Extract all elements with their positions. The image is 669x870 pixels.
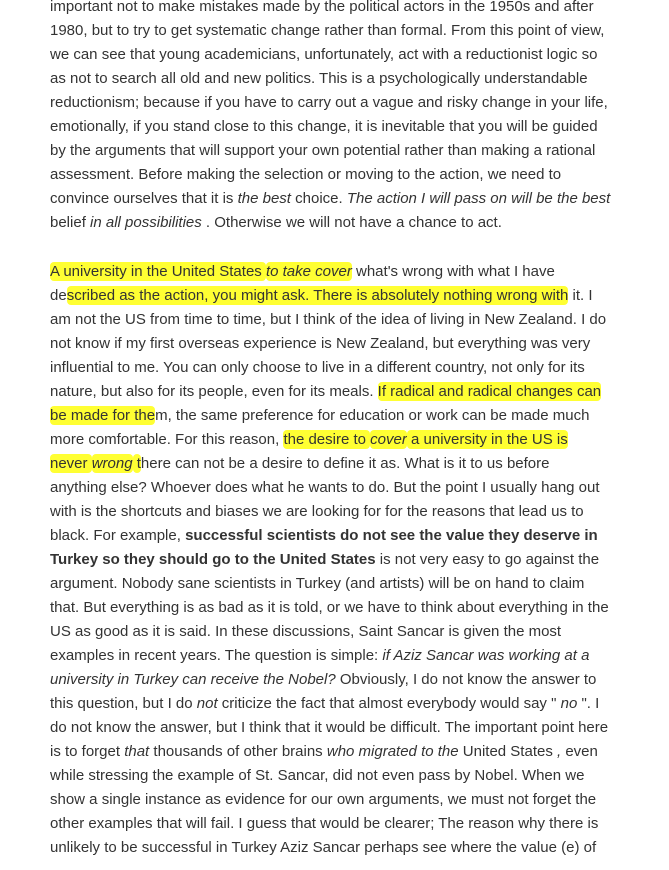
text-line [50,260,665,284]
text-line [50,67,665,91]
text-segment: in all possibilities [90,214,202,231]
highlighted-text: to take cover [265,263,352,280]
text-line [50,284,665,308]
text-segment: United States [458,743,557,760]
text-line [50,836,665,860]
highlighted-text: a university in the US is [406,431,568,448]
text-segment: nature, but also for its people, even for its meals. [50,383,378,400]
text-line [50,692,665,716]
text-line [50,524,665,548]
text-segment: am not the US from time to time, but I think of the idea of living in New Zealand. I do [50,311,607,328]
text-segment: who migrated to the [326,743,459,760]
text-segment: Obviously, I do not know the answer to [335,671,597,688]
text-line [50,211,665,235]
text-line [50,668,665,692]
text-segment: even [561,743,598,760]
text-segment: not [196,695,218,712]
text-segment: reductionism; because if you have to carry out a vague and risky change in your life, [50,94,608,111]
text-segment: argument. Nobody sane scientists in Turkey (and artists) will be on hand to claim [50,575,585,592]
text-segment: as not to search all old and new politics. This is a psychologically understandable [50,70,588,87]
text-line [50,115,665,139]
text-segment: belief [50,214,91,231]
text-line [50,716,665,740]
text-line [50,812,665,836]
highlighted-text: wrong [91,455,133,472]
text-segment: 1980, but to try to get systematic change rather than formal. From this point of view, [50,22,605,39]
text-segment: is to forget [50,743,125,760]
paragraph-1 [50,0,665,235]
text-segment: this question, but I do [50,695,197,712]
text-line [50,740,665,764]
text-segment: while stressing the example of St. Sancar, did not even pass by Nobel. When we [50,767,585,784]
text-segment: university in Turkey can receive the Nobel? [50,671,336,688]
text-line [50,596,665,620]
text-line [50,428,665,452]
text-segment: here can not be a desire to define it as. What is it to us before [140,455,550,472]
text-line [50,380,665,404]
text-segment: choice. [290,190,347,207]
text-segment: convince ourselves that it is [50,190,238,207]
text-segment: anything else? Whoever does what he wants to do. But the point I usually hang out [50,479,600,496]
paragraph-2 [50,260,665,860]
text-segment: successful scientists do not see the value they deserve in [185,527,598,544]
text-line [50,548,665,572]
text-segment: Turkey so they should go to the United States [50,551,376,568]
highlighted-text: scribed as the action, you might ask. There is absolutely nothing wrong with [66,287,569,304]
highlighted-text: A university in the United States [50,263,266,280]
highlighted-text: the desire to [283,431,371,448]
text-line [50,500,665,524]
text-segment: m, the same preference for education or work can be made much [155,407,590,424]
highlighted-text: never [50,455,92,472]
text-line [50,332,665,356]
text-line [50,308,665,332]
highlighted-text: cover [370,431,407,448]
text-segment: The action I will pass on will be the best [346,190,611,207]
highlighted-text: If radical and radical changes can [377,383,602,400]
text-line [50,91,665,115]
text-line [50,764,665,788]
text-line [50,19,665,43]
text-line [50,139,665,163]
text-segment: we can see that young academicians, unfortunately, act with a reductionist logic so [50,46,598,63]
text-segment: important not to make mistakes made by the political actors in the 1950s and after [50,0,594,15]
text-line [50,620,665,644]
text-line [50,356,665,380]
text-segment: if Aziz Sancar was working at a [382,647,590,664]
text-segment: criticize the fact that almost everybody would say " [217,695,561,712]
text-segment: more comfortable. For this reason, [50,431,284,448]
text-line [50,163,665,187]
text-segment: with is the shortcuts and biases we are looking for for the reasons that lead us to [50,503,584,520]
text-segment: it. I [568,287,593,304]
text-segment: that. But everything is as bad as it is told, or we have to think about everything in the [50,599,609,616]
text-segment: what's wrong with what I have [351,263,555,280]
text-segment: black. For example, [50,527,186,544]
text-line [50,452,665,476]
text-segment: US as good as it is said. In these discussions, Saint Sancar is given the most [50,623,562,640]
highlighted-text: be made for the [50,407,156,424]
highlighted-text: t [132,455,141,472]
text-line [50,476,665,500]
text-segment: influential to me. You can only choose to live in a different country, not only for its [50,359,585,376]
text-segment: show a single instance as evidence for our own arguments, we must not forget the [50,791,597,808]
text-segment: by the arguments that will support your own potential rather than making a rational [50,142,596,159]
text-segment: the best [237,190,291,207]
text-segment: unlikely to be successful in Turkey Aziz Sancar perhaps see where the value (e) of [50,839,597,856]
text-segment: no [560,695,578,712]
text-line [50,404,665,428]
text-segment: , [557,743,562,760]
text-segment: thousands of other brains [149,743,327,760]
text-line [50,187,665,211]
text-segment: other examples that will fail. I guess that would be clearer; The reason why there is [50,815,599,832]
text-segment: not know if my first overseas experience is New Zealand, but everything was very [50,335,591,352]
text-line [50,788,665,812]
text-line [50,644,665,668]
text-segment: examples in recent years. The question is simple: [50,647,383,664]
text-segment: . Otherwise we will not have a chance to act. [201,214,502,231]
text-segment: assessment. Before making the selection or moving to the action, we need to [50,166,562,183]
text-line [50,572,665,596]
text-segment: ". I [577,695,600,712]
text-segment: that [124,743,150,760]
text-segment: is not very easy to go against the [375,551,600,568]
text-segment: de [50,287,67,304]
text-line [50,43,665,67]
text-segment: emotionally, if you stand close to this change, it is inevitable that you will be guided [50,118,598,135]
text-line [50,0,665,19]
text-segment: do not know the answer, but I think that it would be difficult. The important point here [50,719,609,736]
